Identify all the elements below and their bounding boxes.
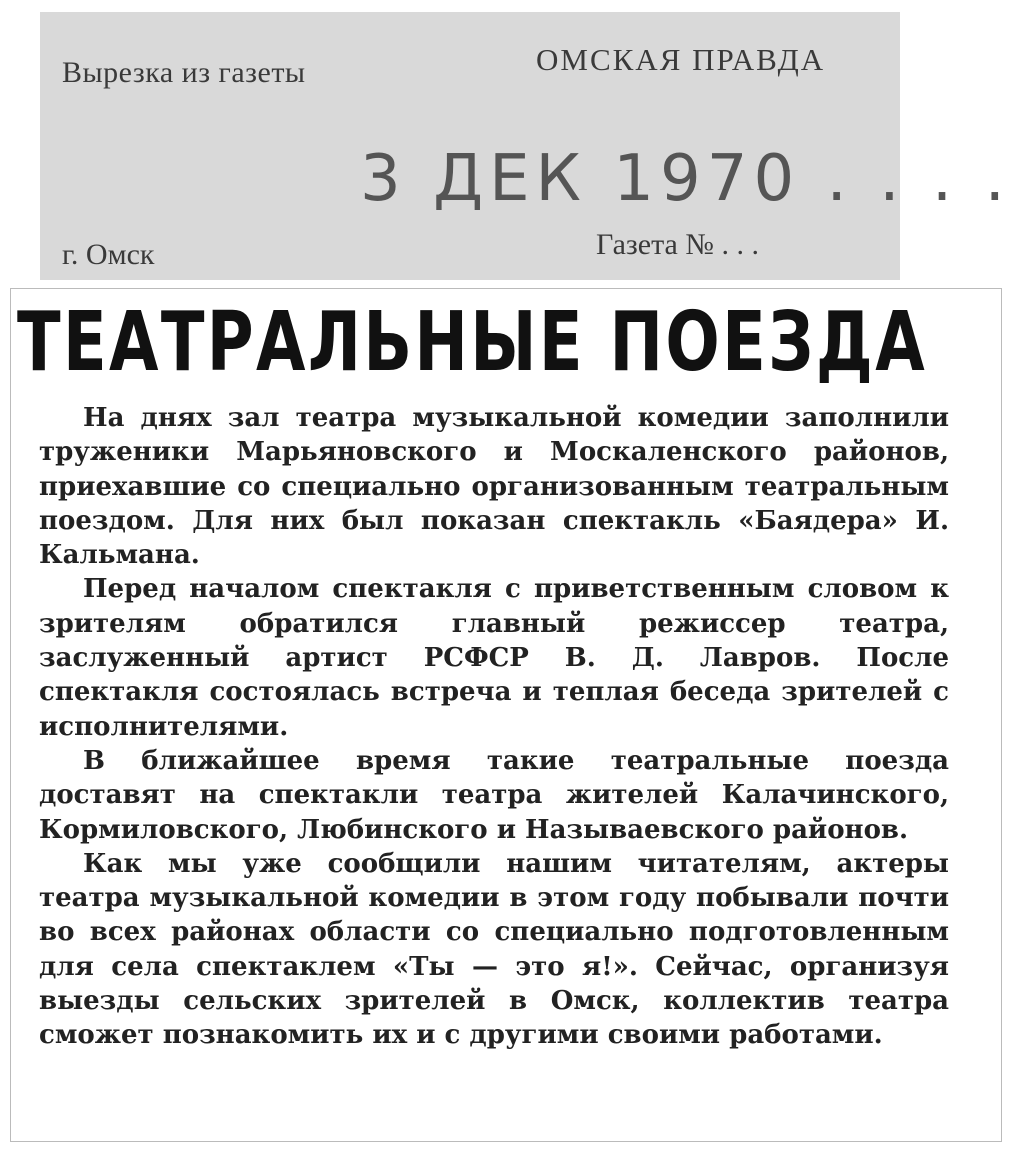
article-paragraph: Перед началом спектакля с приветственным словом к зрителям обратился главный режиссер театра, заслуженный артист РСФСР В. Д. Лавров. После спектакля состоялась встреча и теплая беседа зрителей с исполнителями. [39,574,949,742]
article-headline: ТЕАТРАЛЬНЫЕ ПОЕЗДА [17,295,928,390]
newspaper-article [10,288,1002,1142]
newspaper-name: ОМСКАЯ ПРАВДА [536,42,826,77]
article-paragraph: Как мы уже сообщили нашим читателям, актеры театра музыкальной комедии в этом году побывали почти во всех районах области со специально подготовленным для села спектаклем «Ты — это я!». Сейчас, организуя выезды сельских зрителей в Омск, коллектив театра сможет познакомить их и с другими своими работами. [39,848,949,1051]
date-stamp: 3 ДЕК 1970 . . . . [360,142,1011,216]
city-label: г. Омск [62,238,155,271]
clipping-label: Вырезка из газеты [62,56,306,89]
article-paragraph: В ближайшее время такие театральные поезда доставят на спектакли театра жителей Калачинского, Кормиловского, Любинского и Называевского районов. [39,745,949,845]
article-paragraph: На днях зал театра музыкальной комедии заполнили труженики Марьяновского и Москаленского районов, приехавшие со специально организованным театральным поездом. Для них был показан спектакль «Баядера» И. Кальмана. [39,403,949,571]
issue-number-label: Газета № . . . [596,228,759,261]
clipping-label-card [40,12,1011,280]
article-body [39,401,949,1053]
